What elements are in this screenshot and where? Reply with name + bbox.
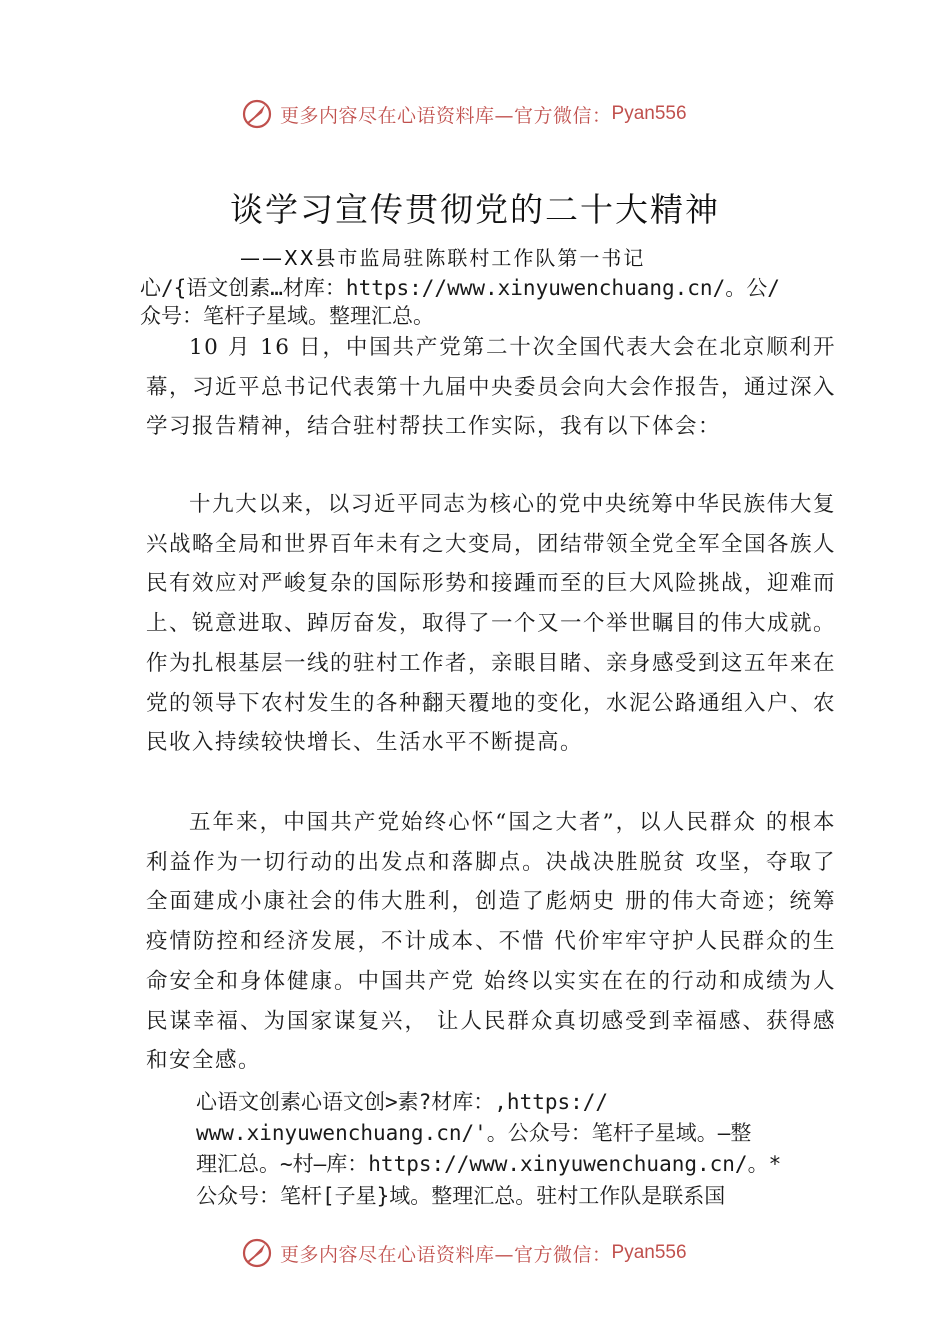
- banner-text: 更多内容尽在心语资料库—官方微信：: [280, 1243, 612, 1266]
- paragraph-achievements: 十九大以来，以习近平同志为核心的党中央统筹中华民族伟大复兴战略全局和世界百年未有之大变局，团结带领全党全军全国各族人民有效应对严峻复杂的国际形势和接踵而至的巨大风险挑战，迎难而上、锐意进取、踔厉奋发，取得了一个又一个举世瞩目的伟大成就。作为扎根基层一线的驻村工作者，亲眼目睹、亲身感受到这五年来在党的领导下农村发生的各种翻天覆地的变化，水泥公路通组入户、农民收入持续较快增长、生活水平不断提高。: [146, 492, 837, 756]
- watermark-noise-line: 公众号：笔杆[子星}域。整理汇总。驻村工作队是联系国: [196, 1184, 726, 1208]
- paragraph-five-years: 五年来，中国共产党始终心怀“国之大者”，以人民群众 的根本利益作为一切行动的出发点和落脚点。决战决胜脱贫 攻坚，夺取了全面建成小康社会的伟大胜利，创造了彪炳史 册的伟大奇迹；统筹疫情防控和经济发展，不计成本、不惜 代价牢牢守护人民群众的生命安全和身体健康。中国共产党 始终以实实在在的行动和成绩为人民谋幸福、为国家谋复兴， 让人民群众真切感受到幸福感、获得感和安全感。: [146, 810, 836, 1074]
- watermark-noise-line: 众号：笔杆子星域。整理汇总。: [140, 304, 434, 328]
- document-subtitle: ——XX县市监局驻陈联村工作队第一书记: [240, 246, 646, 270]
- watermark-noise-line: 心/{语文创素…材库：https://www.xinyuwenchuang.cn/。公/: [140, 276, 780, 300]
- document-title: 谈学习宣传贯彻党的二十大精神: [230, 190, 720, 229]
- banner-wechat-id: Pyan556: [611, 103, 687, 124]
- banner-wechat-id: Pyan556: [611, 1242, 687, 1263]
- header-watermark: [240, 94, 687, 134]
- watermark-noise-line: www.xinyuwenchuang.cn/'。公众号：笔杆子星域。—整: [196, 1121, 752, 1145]
- quill-logo-icon: [240, 1236, 274, 1270]
- banner-text: 更多内容尽在心语资料库—官方微信：: [280, 104, 612, 127]
- footer-watermark: [240, 1233, 687, 1273]
- watermark-noise-line: 理汇总。~村—库：https://www.xinyuwenchuang.cn/。*: [196, 1152, 782, 1176]
- quill-logo-icon: [240, 97, 274, 131]
- watermark-noise-line: 心语文创素心语文创>素?材库：,https://: [196, 1090, 609, 1114]
- paragraph-intro: 10 月 16 日，中国共产党第二十次全国代表大会在北京顺利开幕，习近平总书记代表第十九届中央委员会向大会作报告，通过深入学习报告精神，结合驻村帮扶工作实际，我有以下体会：: [146, 335, 837, 440]
